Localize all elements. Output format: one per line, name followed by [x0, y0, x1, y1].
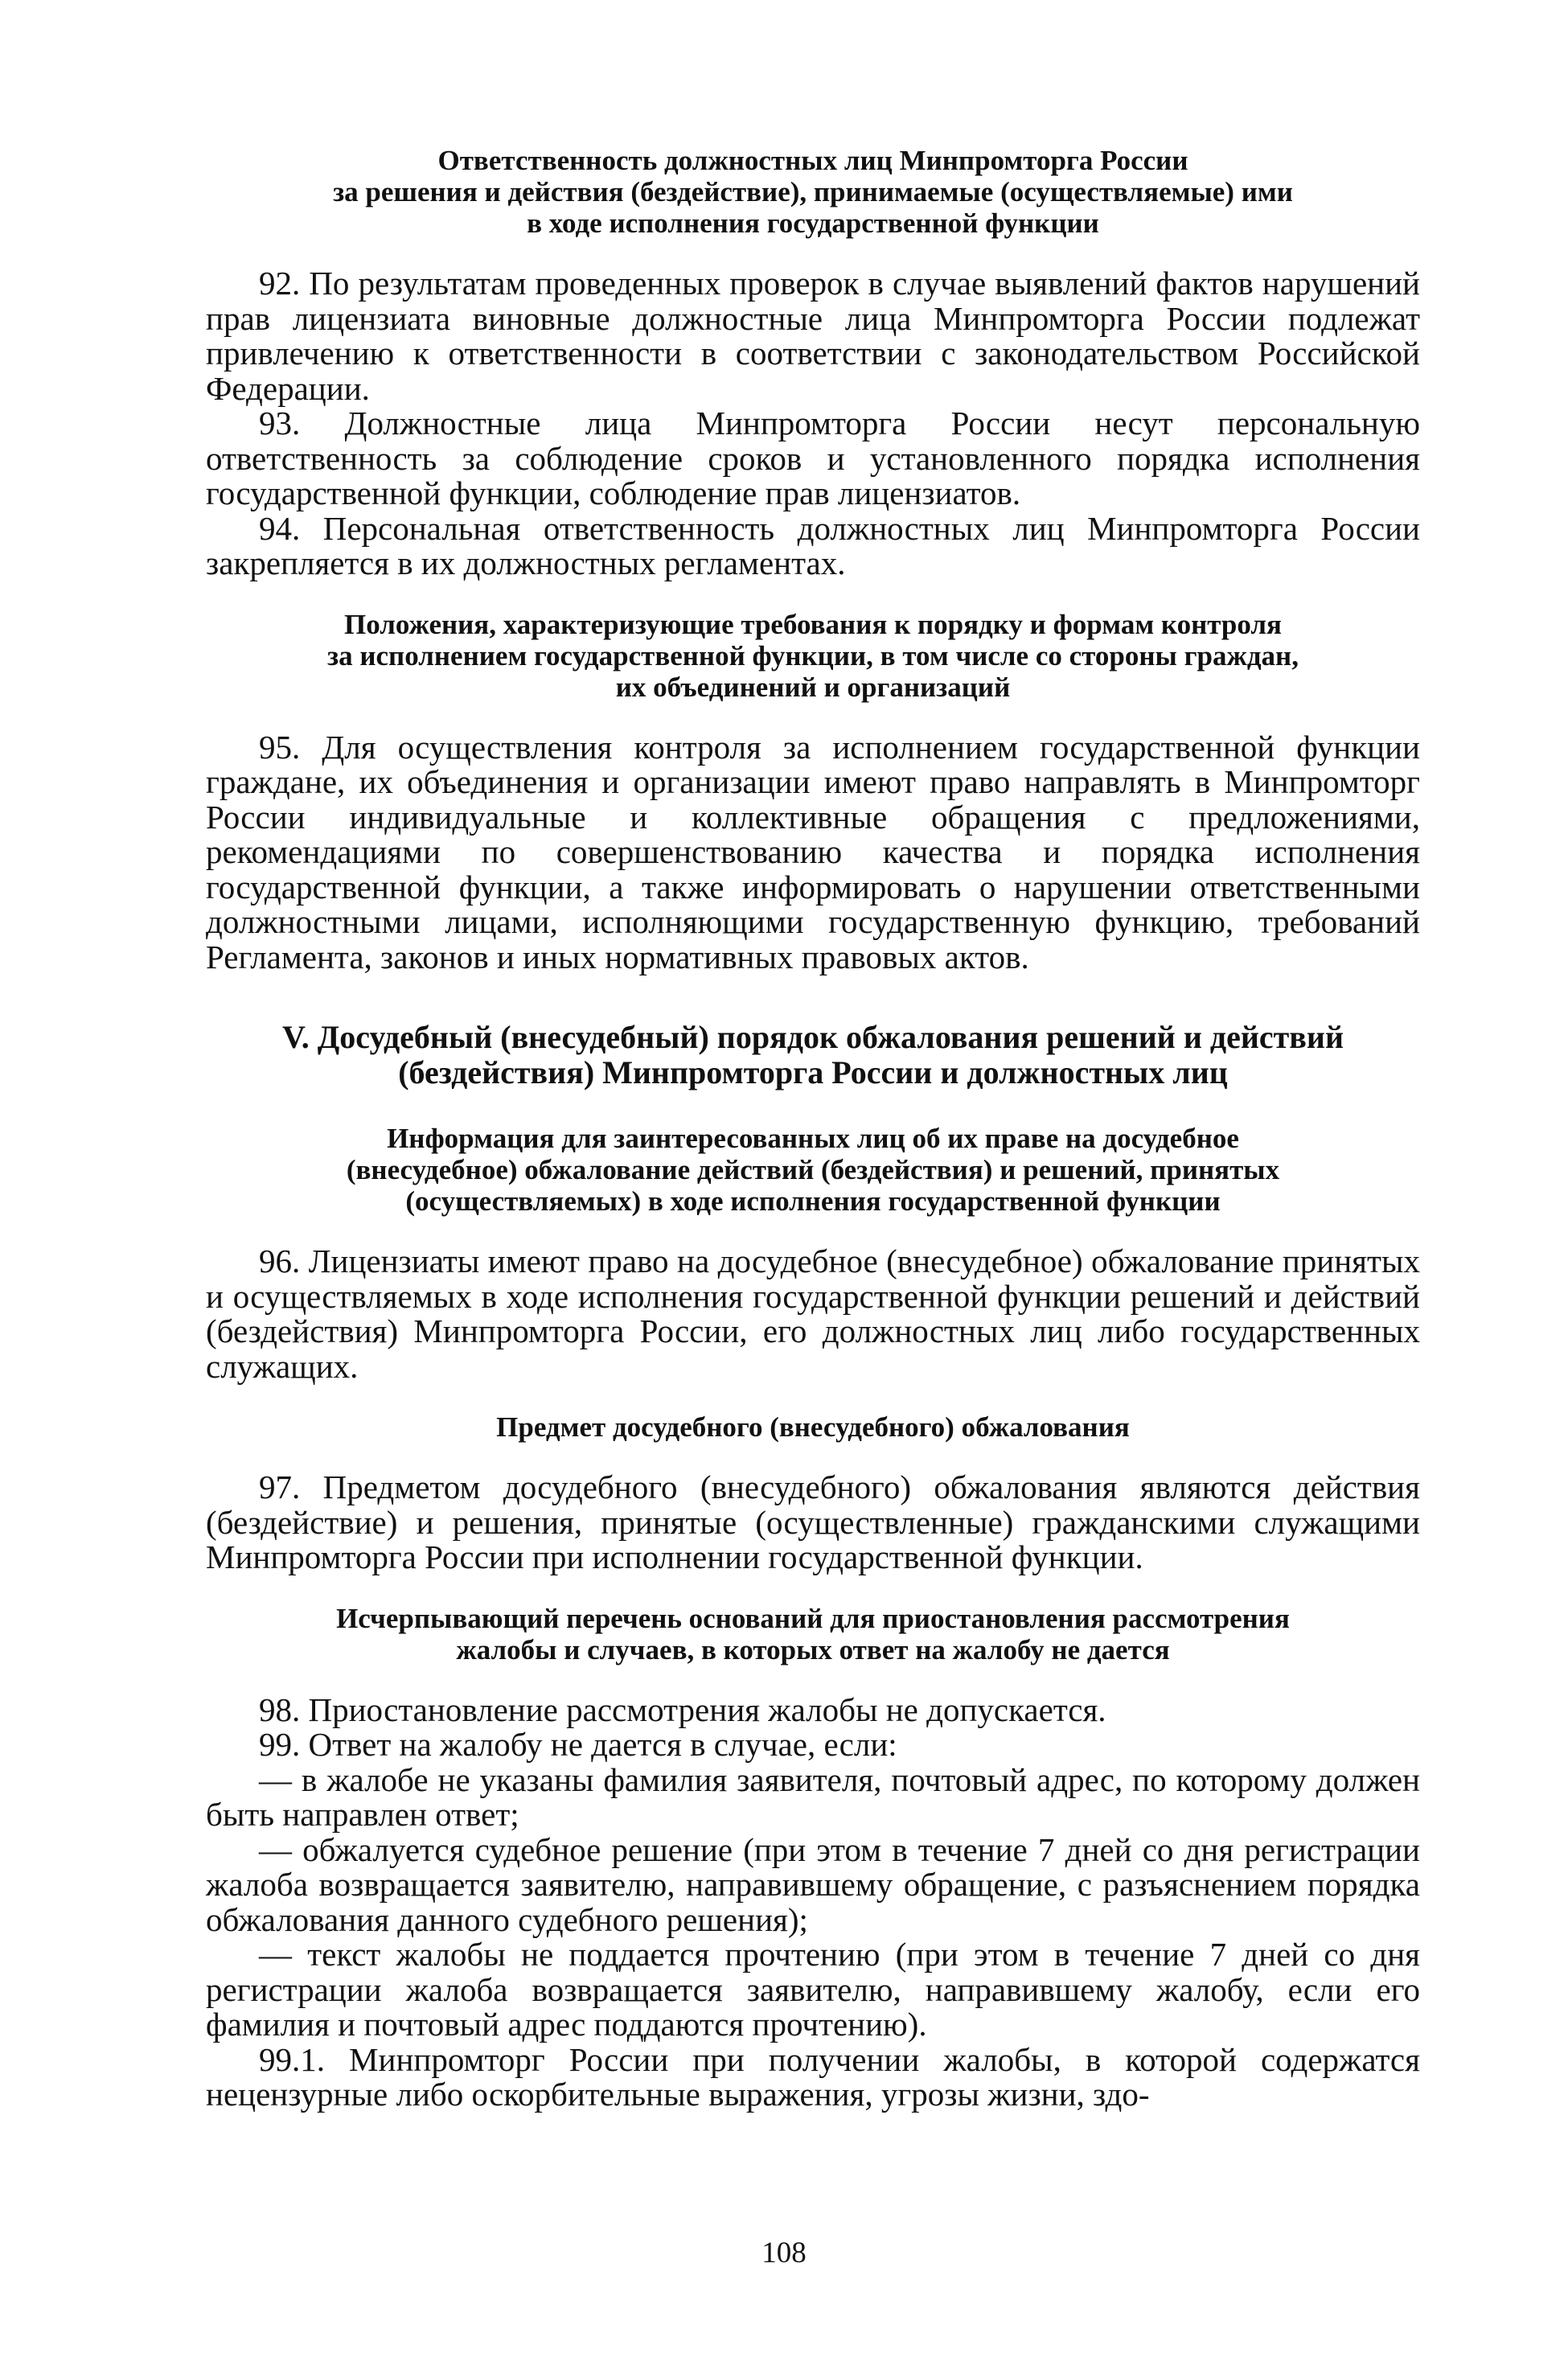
paragraph-99-1: 99.1. Минпромторг России при получении жалобы, в которой содержатся нецензурные либо оскорбительные выражения, угрозы жизни, здо- — [206, 2040, 1420, 2113]
heading-line: за исполнением государственной функции, в том числе со стороны граждан, — [327, 639, 1299, 672]
heading-line: (осуществляемых) в ходе исполнения государственной функции — [405, 1185, 1221, 1217]
paragraph-96: 96. Лицензиаты имеют право на досудебное (внесудебное) обжалование принятых и осуществляемых в ходе исполнения государственной функции решений и действий (бездействия) Минпромторга России, его должностных лиц либо государственных служащих. — [206, 1242, 1420, 1385]
heading-line: Предмет досудебного (внесудебного) обжалования — [496, 1411, 1130, 1443]
heading-line: за решения и действия (бездействие), принимаемые (осуществляемые) ими — [333, 176, 1293, 207]
section-heading-control — [206, 609, 1420, 703]
section-heading-grounds — [206, 1603, 1420, 1665]
heading-line: (внесудебное) обжалование действий (бездействия) и решений, принятых — [346, 1154, 1280, 1185]
chapter-heading-v — [206, 1020, 1420, 1090]
heading-line: V. Досудебный (внесудебный) порядок обжалования решений и действий — [281, 1019, 1344, 1055]
page-number: 108 — [761, 2236, 807, 2269]
section-heading-responsibility — [206, 145, 1420, 239]
list-item-no-name: — в жалобе не указаны фамилия заявителя, почтовый адрес, по которому должен быть направлен ответ; — [206, 1760, 1420, 1833]
heading-line: Информация для заинтересованных лиц об их праве на досудебное — [387, 1123, 1239, 1154]
section-heading-subject — [206, 1411, 1420, 1443]
paragraph-94: 94. Персональная ответственность должностных лиц Минпромторга России закрепляется в их должностных регламентах. — [206, 509, 1420, 581]
heading-line: Положения, характеризующие требования к порядку и формам контроля — [344, 608, 1282, 640]
paragraph-93: 93. Должностные лица Минпромторга России несут персональную ответственность за соблюдение сроков и установленного порядка исполнения государственной функции, соблюдение прав лицензиатов. — [206, 405, 1420, 511]
document-page — [206, 145, 1420, 2113]
list-item-unreadable: — текст жалобы не поддается прочтению (при этом в течение 7 дней со дня регистрации жалоба возвращается заявителю, направившему жалобу, если его фамилия и почтовый адрес поддаются прочтению). — [206, 1936, 1420, 2043]
heading-line: жалобы и случаев, в которых ответ на жалобу не дается — [456, 1633, 1170, 1665]
heading-line: в ходе исполнения государственной функции — [527, 207, 1099, 239]
heading-line: (бездействия) Минпромторга России и должностных лиц — [398, 1054, 1228, 1090]
paragraph-97: 97. Предметом досудебного (внесудебного) обжалования являются действия (бездействие) и решения, принятые (осуществленные) гражданскими служащими Минпромторга России при исполнении государственной функции. — [206, 1468, 1420, 1575]
section-heading-information — [206, 1123, 1420, 1217]
heading-line: Исчерпывающий перечень оснований для приостановления рассмотрения — [336, 1602, 1290, 1634]
list-item-court-decision: — обжалуется судебное решение (при этом в течение 7 дней со дня регистрации жалоба возвращается заявителю, направившему обращение, с разъяснением порядка обжалования данного судебного решения); — [206, 1830, 1420, 1938]
paragraph-92: 92. По результатам проведенных проверок в случае выявлений фактов нарушений прав лицензиата виновные должностные лица Минпромторга России подлежат привлечению к ответственности в соответствии с законодательством Российской Федерации. — [206, 265, 1420, 407]
heading-line: Ответственность должностных лиц Минпромторга России — [437, 145, 1188, 176]
paragraph-99: 99. Ответ на жалобу не дается в случае, если: — [259, 1726, 897, 1763]
heading-line: их объединений и организаций — [615, 671, 1011, 703]
paragraph-95: 95. Для осуществления контроля за исполнением государственной функции граждане, их объединения и организации имеют право направлять в Минпромторг России индивидуальные и коллективные обращения с предложениями, рекомендациями по совершенствованию качества и порядка исполнения государственной функции, а также информировать о нарушении ответственными должностными лицами, исполняющими государственную функцию, требований Регламента, законов и иных нормативных правовых актов. — [206, 728, 1420, 975]
paragraph-98: 98. Приостановление рассмотрения жалобы не допускается. — [259, 1690, 1106, 1728]
